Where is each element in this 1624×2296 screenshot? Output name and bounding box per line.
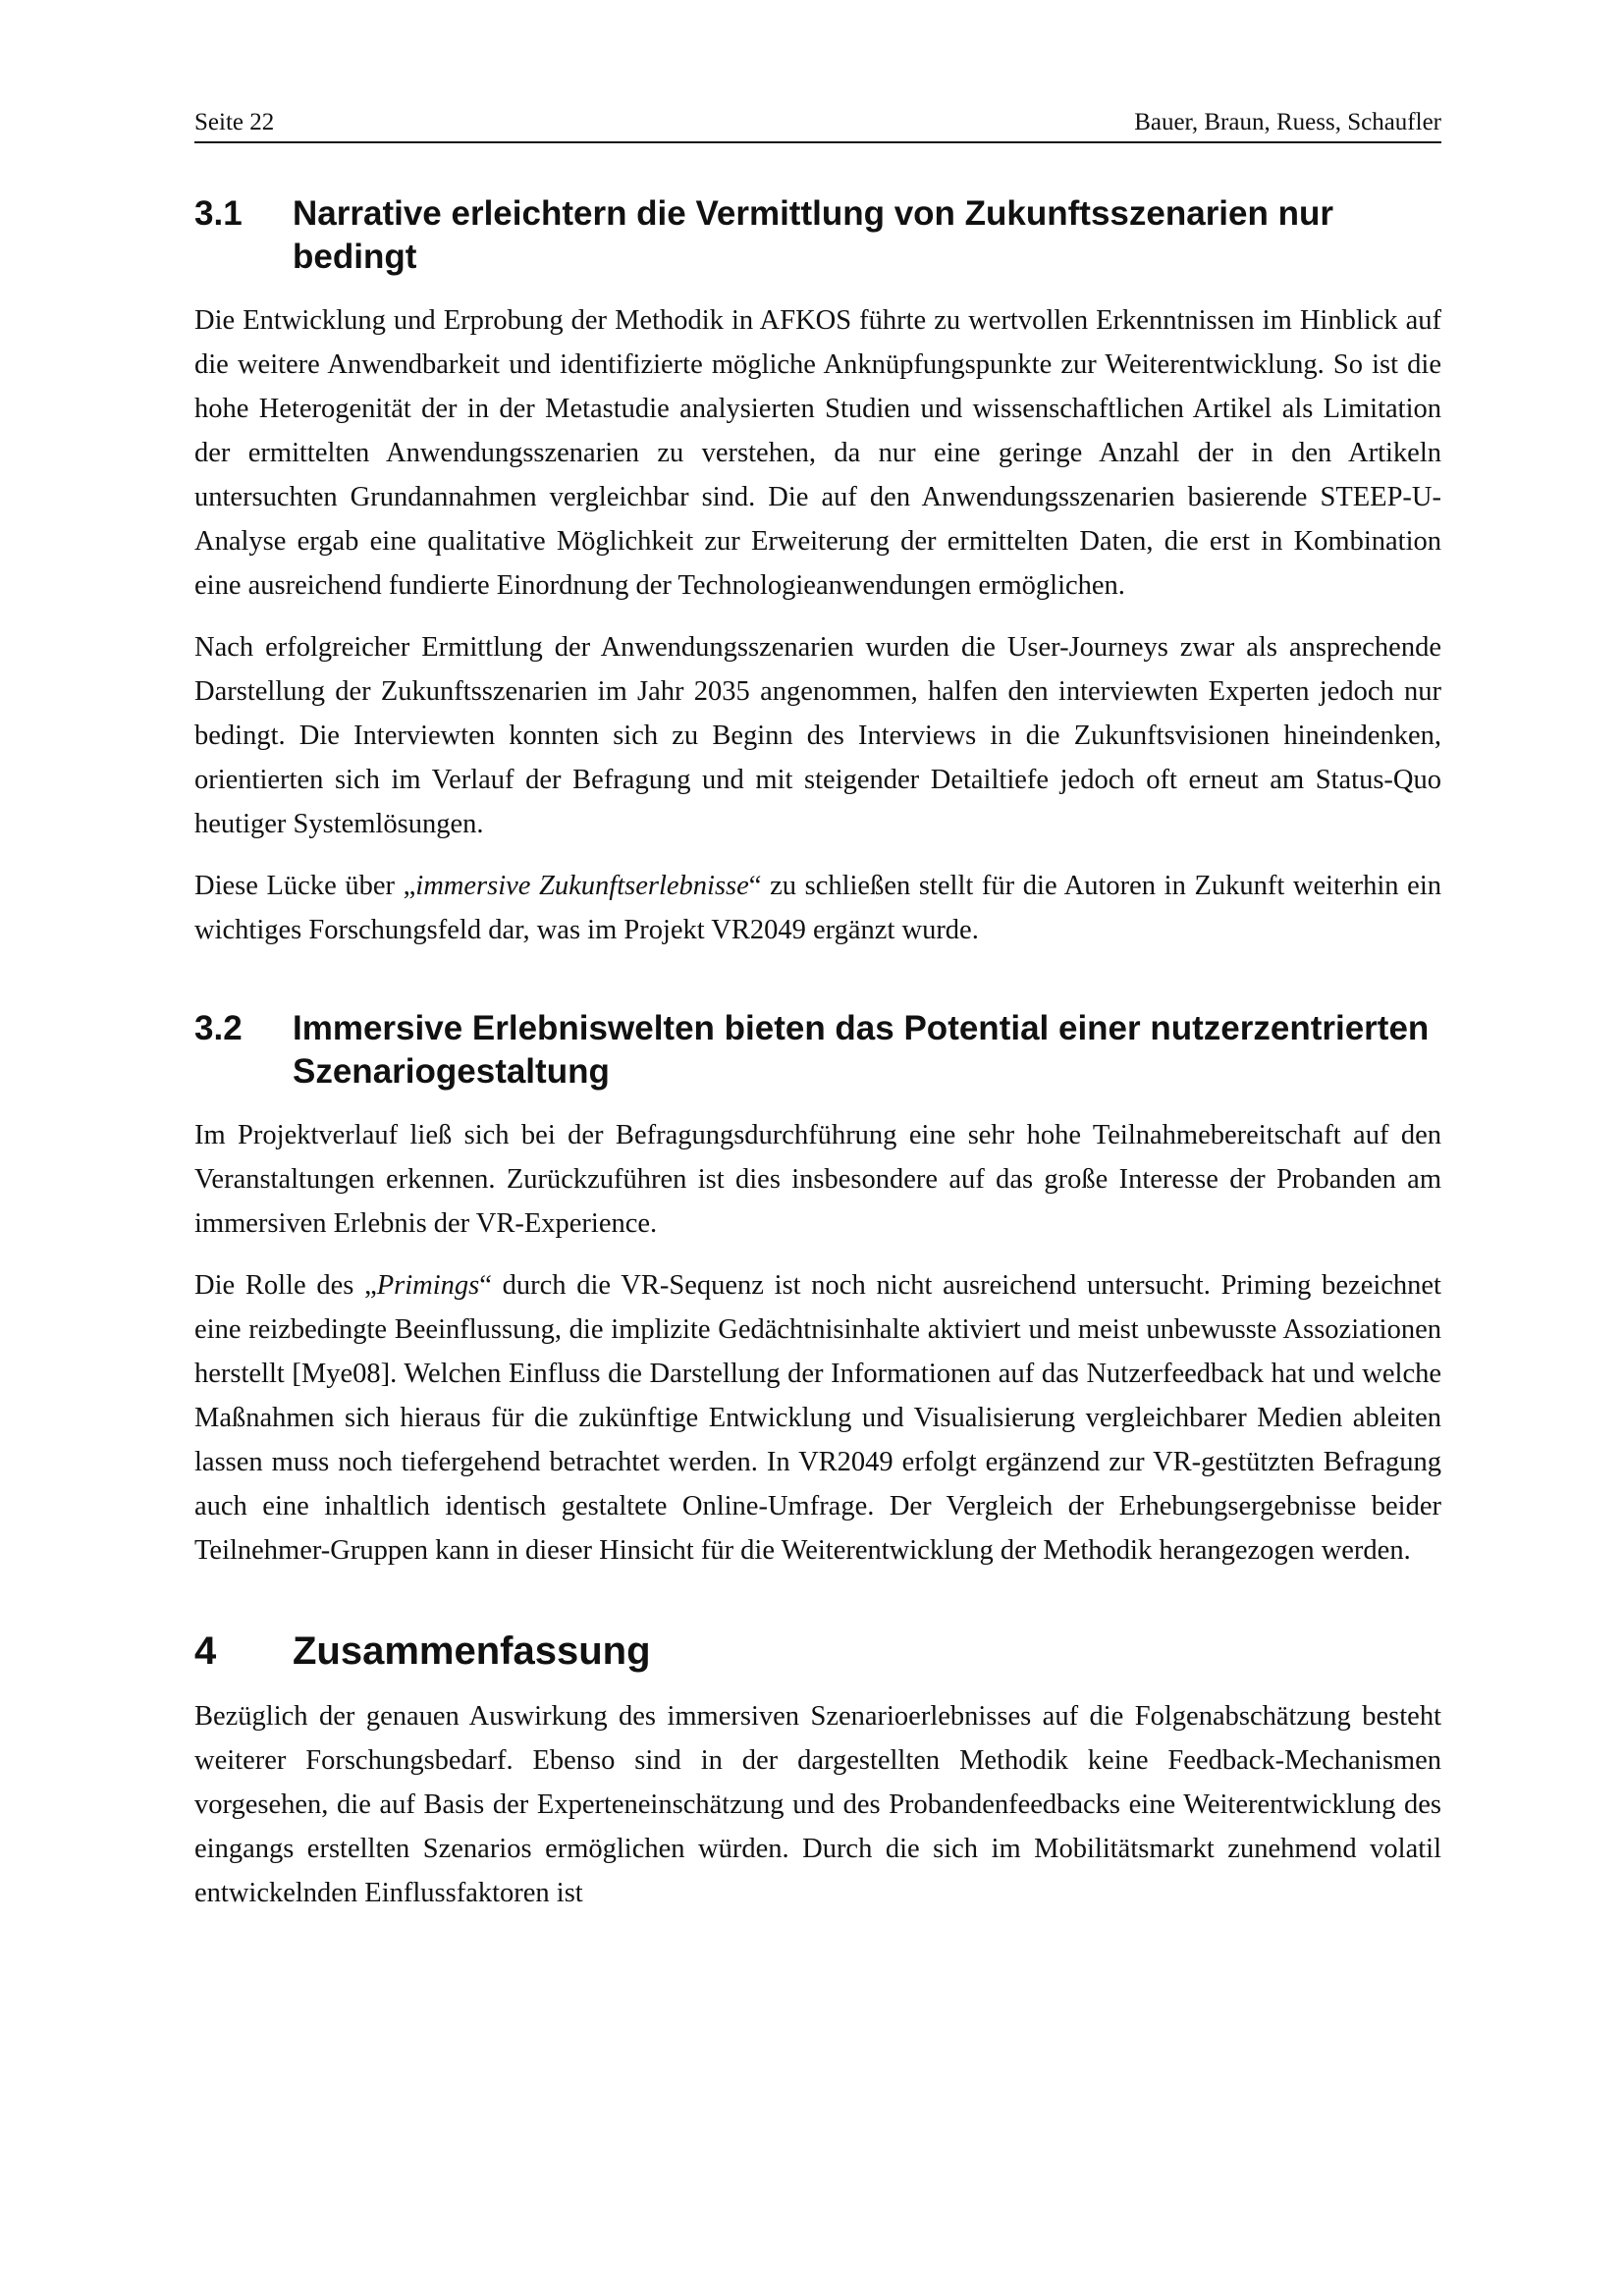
- paragraph: [194, 864, 1441, 952]
- text-run: Diese Lücke über „: [194, 871, 416, 901]
- chapter-title: Zusammenfassung: [293, 1629, 651, 1673]
- section-heading-3-2: [194, 1007, 1441, 1094]
- paragraph: Bezüglich der genauen Auswirkung des immersiven Szenarioerlebnisses auf die Folgenabschätzung besteht weiterer Forschungsbedarf. Ebenso sind in der dargestellten Methodik keine Feedback-Mechanismen vorgesehen, die auf Basis der Experteneinschätzung und des Probandenfeedbacks eine Weiterentwicklung des eingangs erstellten Szenarios ermöglichen würden. Durch die sich im Mobilitätsmarkt zunehmend volatil entwickelnden Einflussfaktoren ist: [194, 1701, 1441, 1908]
- emphasis-term: immersive Zukunftserlebnisse: [415, 871, 749, 901]
- author-list: Bauer, Braun, Ruess, Schaufler: [1134, 109, 1441, 135]
- paragraph: Nach erfolgreicher Ermittlung der Anwendungsszenarien wurden die User-Journeys zwar als ansprechende Darstellung der Zukunftsszenarien im Jahr 2035 angenommen, halfen den interviewten Experten jedoch nur bedingt. Die Interviewten konnten sich zu Beginn des Interviews in die Zukunftsvisionen hineindenken, orientierten sich im Verlauf der Befragung und mit steigender Detailtiefe jedoch oft erneut am Status-Quo heutiger Systemlösungen.: [194, 632, 1441, 839]
- section-title: Narrative erleichtern die Vermittlung von Zukunftsszenarien nur bedingt: [293, 194, 1333, 276]
- chapter-number: 4: [194, 1629, 217, 1673]
- running-header: [194, 108, 1441, 143]
- section-number: 3.1: [194, 194, 243, 233]
- text-run: Die Rolle des „: [194, 1270, 377, 1301]
- paragraph: [194, 1263, 1441, 1573]
- section-heading-3-1: [194, 192, 1441, 279]
- emphasis-term: Primings: [376, 1270, 480, 1301]
- section-title: Immersive Erlebniswelten bieten das Potential einer nutzerzentrierten Szenariogestaltung: [293, 1009, 1430, 1091]
- text-run: “ zu schließen stellt für die Autoren in Zukunft weiterhin ein wichtiges Forschungsfeld dar, was im Projekt VR2049 ergänzt wurde.: [194, 871, 1442, 945]
- section-number: 3.2: [194, 1009, 243, 1047]
- page-label: Seite 22: [194, 109, 275, 135]
- paper-page: [194, 108, 1441, 1915]
- paragraph: Die Entwicklung und Erprobung der Methodik in AFKOS führte zu wertvollen Erkenntnissen im Hinblick auf die weitere Anwendbarkeit und identifizierte mögliche Anknüpfungspunkte zur Weiterentwicklung. So ist die hohe Heterogenität der in der Metastudie analysierten Studien und wissenschaftlichen Artikel als Limitation der ermittelten Anwendungsszenarien zu verstehen, da nur eine geringe Anzahl der in den Artikeln untersuchten Grundannahmen vergleichbar sind. Die auf den Anwendungsszenarien basierende STEEP-U-Analyse ergab eine qualitative Möglichkeit zur Erweiterung der ermittelten Daten, die erst in Kombination eine ausreichend fundierte Einordnung der Technologieanwendungen ermöglichen.: [194, 305, 1441, 601]
- paragraph: Im Projektverlauf ließ sich bei der Befragungsdurchführung eine sehr hohe Teilnahmebereitschaft auf den Veranstaltungen erkennen. Zurückzuführen ist dies insbesondere auf das große Interesse der Probanden am immersiven Erlebnis der VR-Experience.: [194, 1120, 1441, 1239]
- chapter-heading-4: [194, 1628, 1441, 1675]
- text-run: “ durch die VR-Sequenz ist noch nicht ausreichend untersucht. Priming bezeichnet eine reizbedingte Beeinflussung, die implizite Gedächtnisinhalte aktiviert und meist unbewusste Assoziationen herstellt [Mye08]. Welchen Einfluss die Darstellung der Informationen auf das Nutzerfeedback hat und welche Maßnahmen sich hieraus für die zukünftige Entwicklung und Visualisierung vergleichbarer Medien ableiten lassen muss noch tiefergehend betrachtet werden. In VR2049 erfolgt ergänzend zur VR-gestützten Befragung auch eine inhaltlich identisch gestaltete Online-Umfrage. Der Vergleich der Erhebungsergebnisse beider Teilnehmer-Gruppen kann in dieser Hinsicht für die Weiterentwicklung der Methodik herangezogen werden.: [194, 1270, 1441, 1566]
